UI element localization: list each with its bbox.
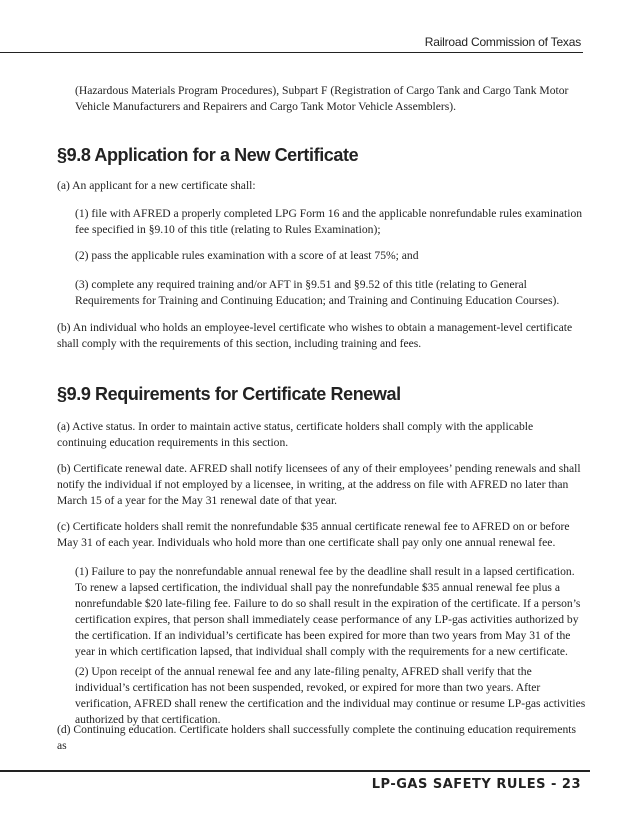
paragraph-9-8-b: (b) An individual who holds an employee-level certificate who wishes to obtain a management-level certificate shall comply with the requirements of this section, including training and fees. [57, 321, 573, 350]
paragraph-9-8-a: (a) An applicant for a new certificate shall: [57, 179, 256, 192]
section-heading-9-9: §9.9 Requirements for Certificate Renewal [57, 384, 401, 404]
paragraph-9-8-a-3: (3) complete any required training and/or AFT in §9.51 and §9.52 of this title (relating to General Requirements for Training and Continuing Education; and Training and Continuing Education Courses). [75, 278, 560, 307]
paragraph-9-9-c-1-lead: (1) Failure to pay the nonrefundable annual renewal fee by the deadline shall result in a lapsed certification. [75, 565, 575, 578]
paragraph-9-8-a-2: (2) pass the applicable rules examination with a score of at least 75%; and [75, 249, 419, 262]
paragraph-9-9-a: (a) Active status. In order to maintain active status, certificate holders shall comply with the applicable continuing education requirements in this section. [57, 420, 534, 449]
paragraph-continued: (Hazardous Materials Program Procedures), Subpart F (Registration of Cargo Tank and Cargo Tank Motor Vehicle Manufacturers and Repairers and Cargo Tank Motor Vehicle Assemblers). [75, 84, 569, 113]
paragraph-9-9-c-1 [75, 564, 587, 660]
paragraph-9-9-c: (c) Certificate holders shall remit the nonrefundable $35 annual certificate renewal fee to AFRED on or before May 31 of each year. Individuals who hold more than one certificate shall pay only one annual renewal fee. [57, 520, 570, 549]
page-footer-label: LP-GAS SAFETY RULES - 23 [371, 777, 581, 792]
section-heading-9-8: §9.8 Application for a New Certificate [57, 145, 359, 165]
paragraph-9-9-c-2: (2) Upon receipt of the annual renewal fee and any late-filing penalty, AFRED shall verify that the individual’s certification has not been suspended, revoked, or expired for more than two years. After verification, AFRED shall renew the certification and the individual may continue or resume LP-gas activities authorized by that certification. [75, 665, 586, 726]
paragraph-9-9-b: (b) Certificate renewal date. AFRED shall notify licensees of any of their employees’ pending renewals and shall notify the individual if not employed by a licensee, in writing, at the address on file with AFRED no later than March 15 of a year for the May 31 renewal date of that year. [57, 462, 581, 507]
paragraph-9-9-d: (d) Continuing education. Certificate holders shall successfully complete the continuing education requirements as [57, 723, 576, 752]
footer-rule [0, 770, 590, 772]
running-header: Railroad Commission of Texas [424, 35, 581, 49]
header-rule [0, 52, 583, 53]
paragraph-9-8-a-1: (1) file with AFRED a properly completed LPG Form 16 and the applicable nonrefundable rules examination fee specified in §9.10 of this title (relating to Rules Examination); [75, 207, 583, 236]
paragraph-9-9-c-1-rest: To renew a lapsed certification, the individual shall pay the nonrefundable $35 annual renewal fee plus a nonrefundable $20 late-filing fee. Failure to do so shall result in the expiration of the certificate. If a person’s certification expires, that person shall immediately cease performance of any LP-gas activities authorized by the certification. If an individual’s certificate has been expired for more than two years from May 31 of the year in which certification lapsed, that individual shall comply with the requirements for a new certificate. [75, 581, 581, 658]
